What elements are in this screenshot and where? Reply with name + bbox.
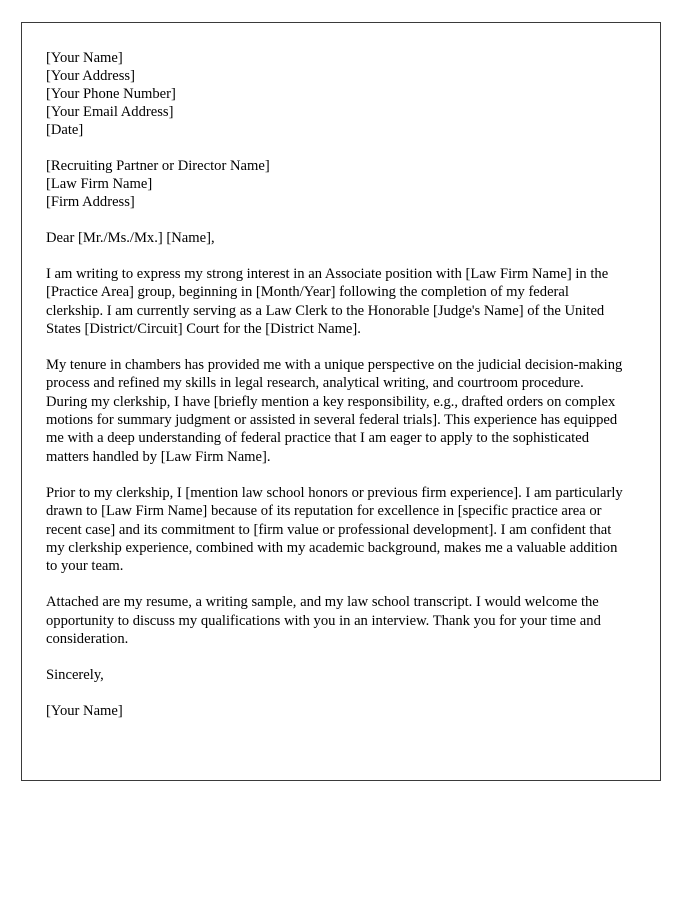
- letter-date: [Date]: [46, 122, 84, 138]
- sender-name: [Your Name]: [46, 50, 123, 66]
- sender-address-block: [46, 49, 628, 139]
- body-paragraph-4: Attached are my resume, a writing sample, and my law school transcript. I would welcome the opportunity to discuss my qualifications with you in an interview. Thank you for your time and consideration.: [46, 594, 601, 648]
- closing-salutation: Sincerely,: [46, 667, 104, 684]
- recipient-firm: [Law Firm Name]: [46, 176, 153, 192]
- letter-body: [46, 49, 628, 720]
- sender-phone: [Your Phone Number]: [46, 86, 176, 102]
- sender-email: [Your Email Address]: [46, 104, 174, 120]
- signature-name: [Your Name]: [46, 703, 123, 720]
- recipient-name: [Recruiting Partner or Director Name]: [46, 158, 270, 174]
- document-page: [21, 22, 661, 781]
- body-paragraph-1: I am writing to express my strong interest in an Associate position with [Law Firm Name] in the [Practice Area] group, beginning in [Month/Year] following the completion of my federal clerkship. I am currently serving as a Law Clerk to the Honorable [Judge's Name] of the United States [District/Circuit] Court for the [District Name].: [46, 266, 609, 337]
- sender-address: [Your Address]: [46, 68, 135, 84]
- body-paragraph-2: My tenure in chambers has provided me with a unique perspective on the judicial decision-making process and refined my skills in legal research, analytical writing, and courtroom procedure. During my clerkship, I have [briefly mention a key responsibility, e.g., drafted orders on complex motions for summary judgment or assisted in several federal trials]. This experience has equipped me with a deep understanding of federal practice that I am eager to apply to the sophisticated matters handled by [Law Firm Name].: [46, 357, 623, 465]
- recipient-firm-address: [Firm Address]: [46, 194, 135, 210]
- body-paragraph-3: Prior to my clerkship, I [mention law school honors or previous firm experience]. I am particularly drawn to [Law Firm Name] because of its reputation for excellence in [specific practice area or recent case] and its commitment to [firm value or professional development]. I am confident that my clerkship experience, combined with my academic background, makes me a valuable addition to your team.: [46, 484, 623, 575]
- salutation: Dear [Mr./Ms./Mx.] [Name],: [46, 230, 215, 246]
- recipient-address-block: [46, 157, 628, 211]
